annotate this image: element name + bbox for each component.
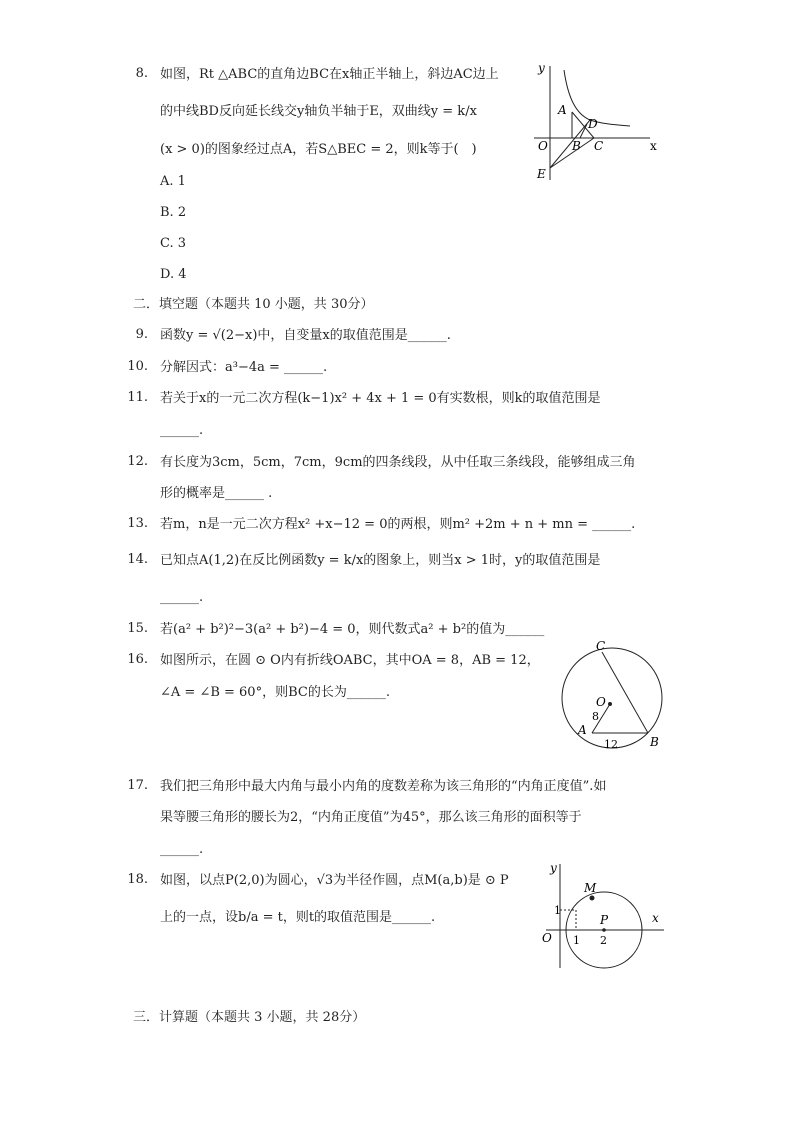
question-number: 18. (127, 872, 148, 887)
q16-figure (556, 636, 676, 756)
q18-figure (532, 858, 672, 978)
point-label-d: D (588, 117, 598, 131)
question-text: ∠A = ∠B = 60°，则BC的长为______. (160, 685, 390, 700)
question-text: ______. (160, 423, 204, 438)
question-text: (x > 0)的图象经过点A，若S△BEC = 2，则k等于( ) (160, 142, 477, 157)
option-b: B. 2 (160, 205, 187, 220)
axis-label-y: y (538, 61, 545, 75)
question-text: 果等腰三角形的腰长为2，“内角正度值”为45°，那么该三角形的面积等于 (160, 810, 582, 825)
question-text: ______. (160, 590, 204, 605)
question-text: 若(a² + b²)²−3(a² + b²)−4 = 0，则代数式a² + b²的值为______ (160, 622, 545, 637)
point-label-o: O (538, 139, 548, 153)
tick-label-x-1: 1 (573, 934, 580, 947)
option-a: A. 1 (160, 174, 186, 189)
question-text: 已知点A(1,2)在反比例函数y = k/x的图象上，则当x > 1时，y的取值范围是 (160, 553, 601, 568)
question-text: 上的一点，设b/a = t，则t的取值范围是______. (160, 910, 436, 925)
question-number: 15. (127, 621, 148, 636)
question-number: 11. (127, 390, 148, 405)
question-text: 的中线BD反向延长线交y轴负半轴于E，双曲线y = k/x (160, 104, 477, 119)
point-label-b: B (650, 735, 659, 749)
q8-figure (528, 58, 668, 188)
section-heading: 二．填空题（本题共 10 小题，共 30分） (133, 297, 374, 312)
option-d: D. 4 (160, 267, 187, 282)
segment-label-ab: 12 (604, 738, 618, 751)
question-text: 函数y = √(2−x)中，自变量x的取值范围是______. (160, 328, 451, 343)
point-label-c: C (596, 639, 606, 653)
tick-label-x-2: 2 (600, 934, 607, 947)
question-text: 若m，n是一元二次方程x² +x−12 = 0的两根，则m² +2m + n + mn = ______. (160, 517, 636, 532)
point-label-a: A (578, 723, 587, 737)
point-label-p: P (600, 913, 609, 927)
question-text: 形的概率是______ . (160, 486, 273, 501)
option-c: C. 3 (160, 236, 187, 251)
question-number: 13. (127, 516, 148, 531)
axis-label-x: x (652, 911, 659, 925)
point-label-o: O (542, 931, 552, 945)
point-label-m: M (584, 881, 597, 895)
segment-label-oa: 8 (592, 710, 599, 723)
question-number: 9. (135, 327, 148, 342)
tick-label-y-1: 1 (554, 904, 561, 917)
point-label-b: B (572, 139, 581, 153)
question-number: 12. (127, 454, 148, 469)
question-number: 16. (127, 652, 148, 667)
section-heading: 三．计算题（本题共 3 小题，共 28分） (133, 1010, 366, 1025)
question-text: 若关于x的一元二次方程(k−1)x² + 4x + 1 = 0有实数根，则k的取值范围是 (160, 391, 601, 406)
question-text: 分解因式：a³−4a = ______. (160, 360, 328, 375)
question-number: 17. (127, 778, 148, 793)
point-label-c: C (594, 139, 604, 153)
question-text: ______. (160, 842, 204, 857)
axis-label-y: y (550, 861, 557, 875)
question-text: 如图所示，在圆 ⊙ O内有折线OABC，其中OA = 8，AB = 12， (160, 653, 540, 668)
question-text: 有长度为3cm，5cm，7cm，9cm的四条线段，从中任取三条线段，能够组成三角 (160, 455, 636, 470)
point-label-o: O (596, 695, 606, 709)
question-number: 8. (135, 66, 148, 81)
question-text: 如图，以点P(2,0)为圆心，√3为半径作圆，点M(a,b)是 ⊙ P (160, 873, 509, 888)
question-number: 14. (127, 552, 148, 567)
point-label-e: E (537, 167, 546, 181)
axis-label-x: x (650, 139, 657, 153)
question-text: 如图，Rt △ABC的直角边BC在x轴正半轴上，斜边AC边上 (160, 67, 499, 82)
question-number: 10. (127, 359, 148, 374)
point-label-a: A (558, 103, 567, 117)
question-text: 我们把三角形中最大内角与最小内角的度数差称为该三角形的“内角正度值”.如 (160, 779, 607, 794)
